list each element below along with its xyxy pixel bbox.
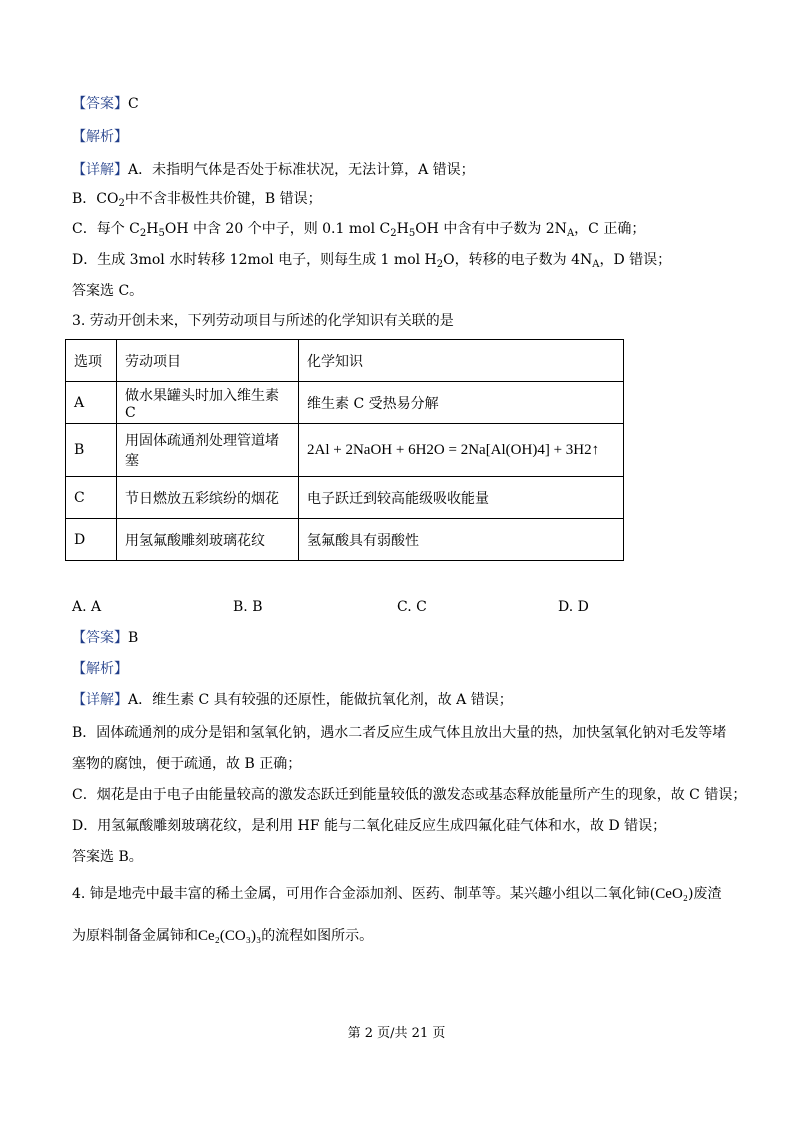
table-header-row — [66, 340, 624, 382]
text-part: D．生成 3mol 水时转移 12mol 电子，则每生成 1 mol H — [72, 252, 437, 268]
q3-answer-line — [72, 628, 138, 648]
text-part: ，D 错误； — [599, 252, 672, 268]
text-part: O，转移的电子数为 4N — [443, 252, 593, 268]
answer-value: B — [128, 630, 139, 646]
row-option: B — [66, 424, 117, 477]
q2-detail-a — [72, 160, 475, 180]
q2-detail-b: B．$CO_2$中不含非极性共价键，B 错误； — [72, 191, 322, 209]
text-part: 的流程如图所示。 — [261, 928, 374, 944]
row-knowledge: 维生素 C 受热易分解 — [299, 382, 624, 424]
row-knowledge: 氢氟酸具有弱酸性 — [299, 519, 624, 561]
text-part: C．每个 C — [72, 221, 140, 237]
row-labor: 用固体疏通剂处理管道堵塞 — [117, 424, 299, 477]
row-knowledge: 电子跃迁到较高能级吸收能量 — [299, 477, 624, 519]
page-footer: 第 2 页/共 21 页 — [347, 1026, 446, 1041]
analysis-tag: 【解析】 — [72, 129, 128, 145]
row-labor: 节日燃放五彩缤纷的烟花 — [117, 477, 299, 519]
row-option: D — [66, 519, 117, 561]
q4-stem-line2 — [72, 926, 373, 946]
text-part: 4. 铈是地壳中最丰富的稀土金属，可用作合金添加剂、医药、制革等。某兴趣小组以二氧化铈( — [72, 886, 656, 902]
text-part: 中不含非极性共价键，B 错误； — [124, 191, 322, 207]
header-knowledge: 化学知识 — [299, 340, 624, 382]
answer-tag: 【答案】 — [72, 630, 128, 646]
table-row — [66, 519, 624, 561]
row-labor: 用氢氟酸雕刻玻璃花纹 — [117, 519, 299, 561]
detail-text: A．维生素 C 具有较强的还原性，能做抗氧化剂，故 A 错误； — [128, 692, 513, 708]
q3-detail-b1: B．固体疏通剂的成分是铝和氢氧化钠，遇水二者反应生成气体且放出大量的热，加快氢氧化钠对毛发等堵 — [72, 725, 727, 741]
table-row — [66, 424, 624, 477]
choice-b: B. B — [233, 599, 263, 615]
choice-d: D. D — [558, 599, 589, 615]
text-part: B．CO — [72, 191, 119, 207]
q3-conclusion: 答案选 B。 — [72, 849, 143, 865]
q3-stem: 3. 劳动开创未来，下列劳动项目与所述的化学知识有关联的是 — [72, 313, 454, 329]
q3-detail-a — [72, 690, 513, 710]
choice-c: C. C — [397, 599, 427, 615]
q3-detail-c: C．烟花是由于电子由能量较高的激发态跃迁到能量较低的激发态或基态释放能量所产生的现象，故 C 错误； — [72, 787, 747, 803]
q3-detail-b2: 塞物的腐蚀，便于疏通，故 B 正确； — [72, 756, 302, 772]
table-row — [66, 382, 624, 424]
formula: Ce₂(CO₃)₃ — [198, 928, 262, 944]
q3-detail-d: D．用氢氟酸雕刻玻璃花纹，是利用 HF 能与二氧化硅反应生成四氟化硅气体和水，故 D 错误； — [72, 818, 667, 834]
q2-detail-d: D．生成 3mol 水时转移 12mol 电子，则每生成 1 mol $H_2O$，转移的电子数为 $4N_A$，D 错误； — [72, 252, 672, 270]
choice-a: A. A — [72, 599, 102, 615]
text-part: H — [396, 221, 409, 237]
detail-tag: 【详解】 — [72, 162, 128, 178]
analysis-tag: 【解析】 — [72, 661, 128, 677]
row-knowledge-equation: 2Al + 2NaOH + 6H2O = 2Na[Al(OH)4] + 3H2↑ — [299, 424, 624, 477]
q2-detail-c: C．每个 $C_2H_5OH$ 中含 20 个中子，则 0.1 mol $C_2H_5OH$ 中含有中子数为 $2N_A$，C 正确； — [72, 221, 646, 239]
formula: CeO₂ — [655, 886, 689, 902]
text-part: 为原料制备金属铈和 — [72, 928, 198, 944]
q2-answer-line — [72, 94, 139, 114]
q2-conclusion: 答案选 C。 — [72, 283, 144, 299]
header-labor: 劳动项目 — [117, 340, 299, 382]
row-labor: 做水果罐头时加入维生素 C — [117, 382, 299, 424]
text-part: )废渣 — [688, 886, 722, 902]
table-row — [66, 477, 624, 519]
text-part: H — [146, 221, 159, 237]
row-option: C — [66, 477, 117, 519]
q3-table — [65, 339, 624, 561]
answer-value: C — [128, 96, 139, 112]
detail-tag: 【详解】 — [72, 692, 128, 708]
header-option: 选项 — [66, 340, 117, 382]
text-part: OH 中含有中子数为 2N — [415, 221, 567, 237]
answer-tag: 【答案】 — [72, 96, 128, 112]
q4-stem-line1 — [72, 884, 721, 904]
text-part: ，C 正确； — [574, 221, 646, 237]
row-option: A — [66, 382, 117, 424]
text-part: OH 中含 20 个中子，则 0.1 mol C — [164, 221, 391, 237]
detail-text: A．未指明气体是否处于标准状况，无法计算，A 错误； — [128, 162, 475, 178]
